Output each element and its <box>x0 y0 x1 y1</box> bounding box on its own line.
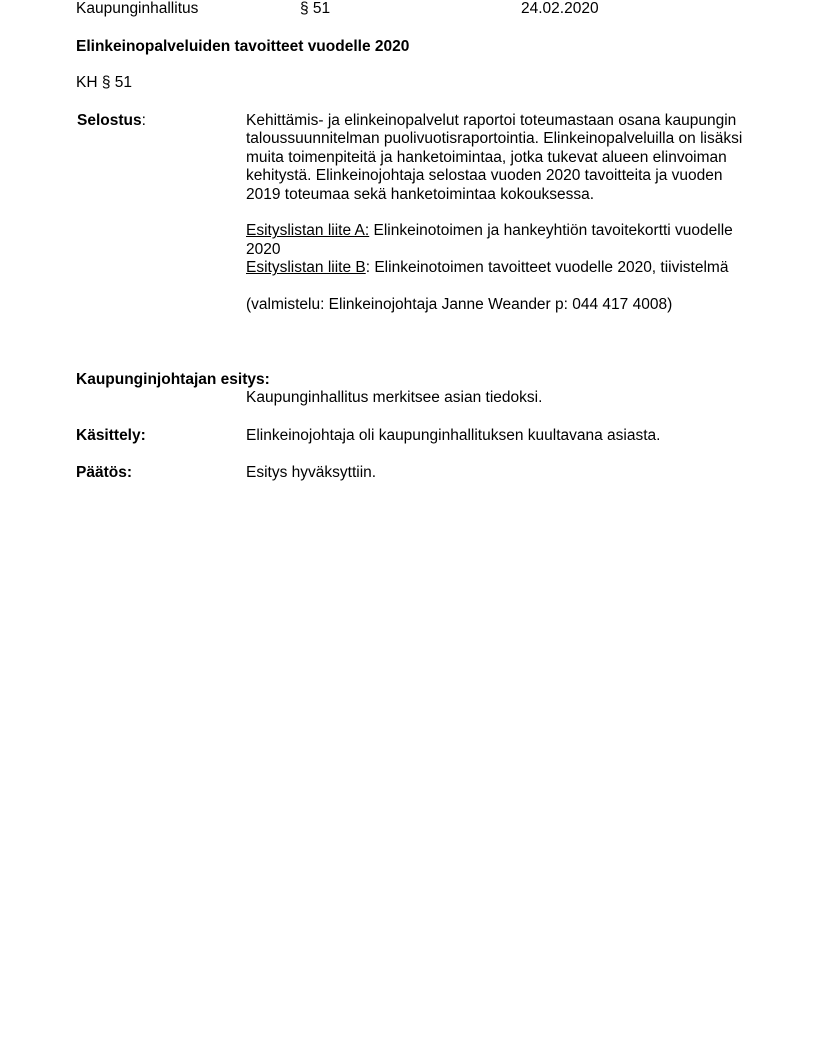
selostus-content <box>246 112 746 314</box>
attachment-a-text: Elinkeinotoimen ja hankeyhtiön tavoitekortti vuodelle 2020 <box>246 222 733 258</box>
header-date: 24.02.2020 <box>521 0 599 17</box>
reference: KH § 51 <box>76 74 133 91</box>
paatos-label: Päätös: <box>76 464 132 481</box>
selostus-paragraph: Kehittämis- ja elinkeinopalvelut raportoi toteumastaan osana kaupungin taloussuunnitelman puolivuotisraportointia. Elinkeinopalveluilla on lisäksi muita toimenpiteitä ja hanketoimintaa, jotka tukevat alueen elinvoiman kehitystä. Elinkeinojohtaja selostaa vuoden 2020 tavoitteita ja vuoden 2019 toteumaa sekä hanketoimintaa kokouksessa. <box>246 112 743 203</box>
header-section: § 51 <box>300 0 331 17</box>
preparation-note: (valmistelu: Elinkeinojohtaja Janne Weander p: 044 417 4008) <box>246 296 673 314</box>
esitys-label: Kaupunginjohtajan esitys: <box>76 371 270 388</box>
kasittely-text: Elinkeinojohtaja oli kaupunginhallituksen kuultavana asiasta. <box>246 427 661 444</box>
attachment-b-link[interactable]: Esityslistan liite B <box>246 259 366 277</box>
header-organ: Kaupunginhallitus <box>76 0 199 17</box>
attachment-a <box>246 222 746 259</box>
selostus-label-colon: : <box>141 112 146 129</box>
esitys-text: Kaupunginhallitus merkitsee asian tiedoksi. <box>246 389 543 406</box>
attachment-b-text: : Elinkeinotoimen tavoitteet vuodelle 2020, tiivistelmä <box>365 259 729 277</box>
selostus-label <box>77 112 146 130</box>
selostus-label-text: Selostus <box>77 112 142 129</box>
attachment-b <box>246 259 746 277</box>
kasittely-label: Käsittely: <box>76 427 146 444</box>
paatos-text: Esitys hyväksyttiin. <box>246 464 377 481</box>
document-title: Elinkeinopalveluiden tavoitteet vuodelle 2020 <box>76 38 410 55</box>
attachment-a-link[interactable]: Esityslistan liite A: <box>246 222 370 240</box>
